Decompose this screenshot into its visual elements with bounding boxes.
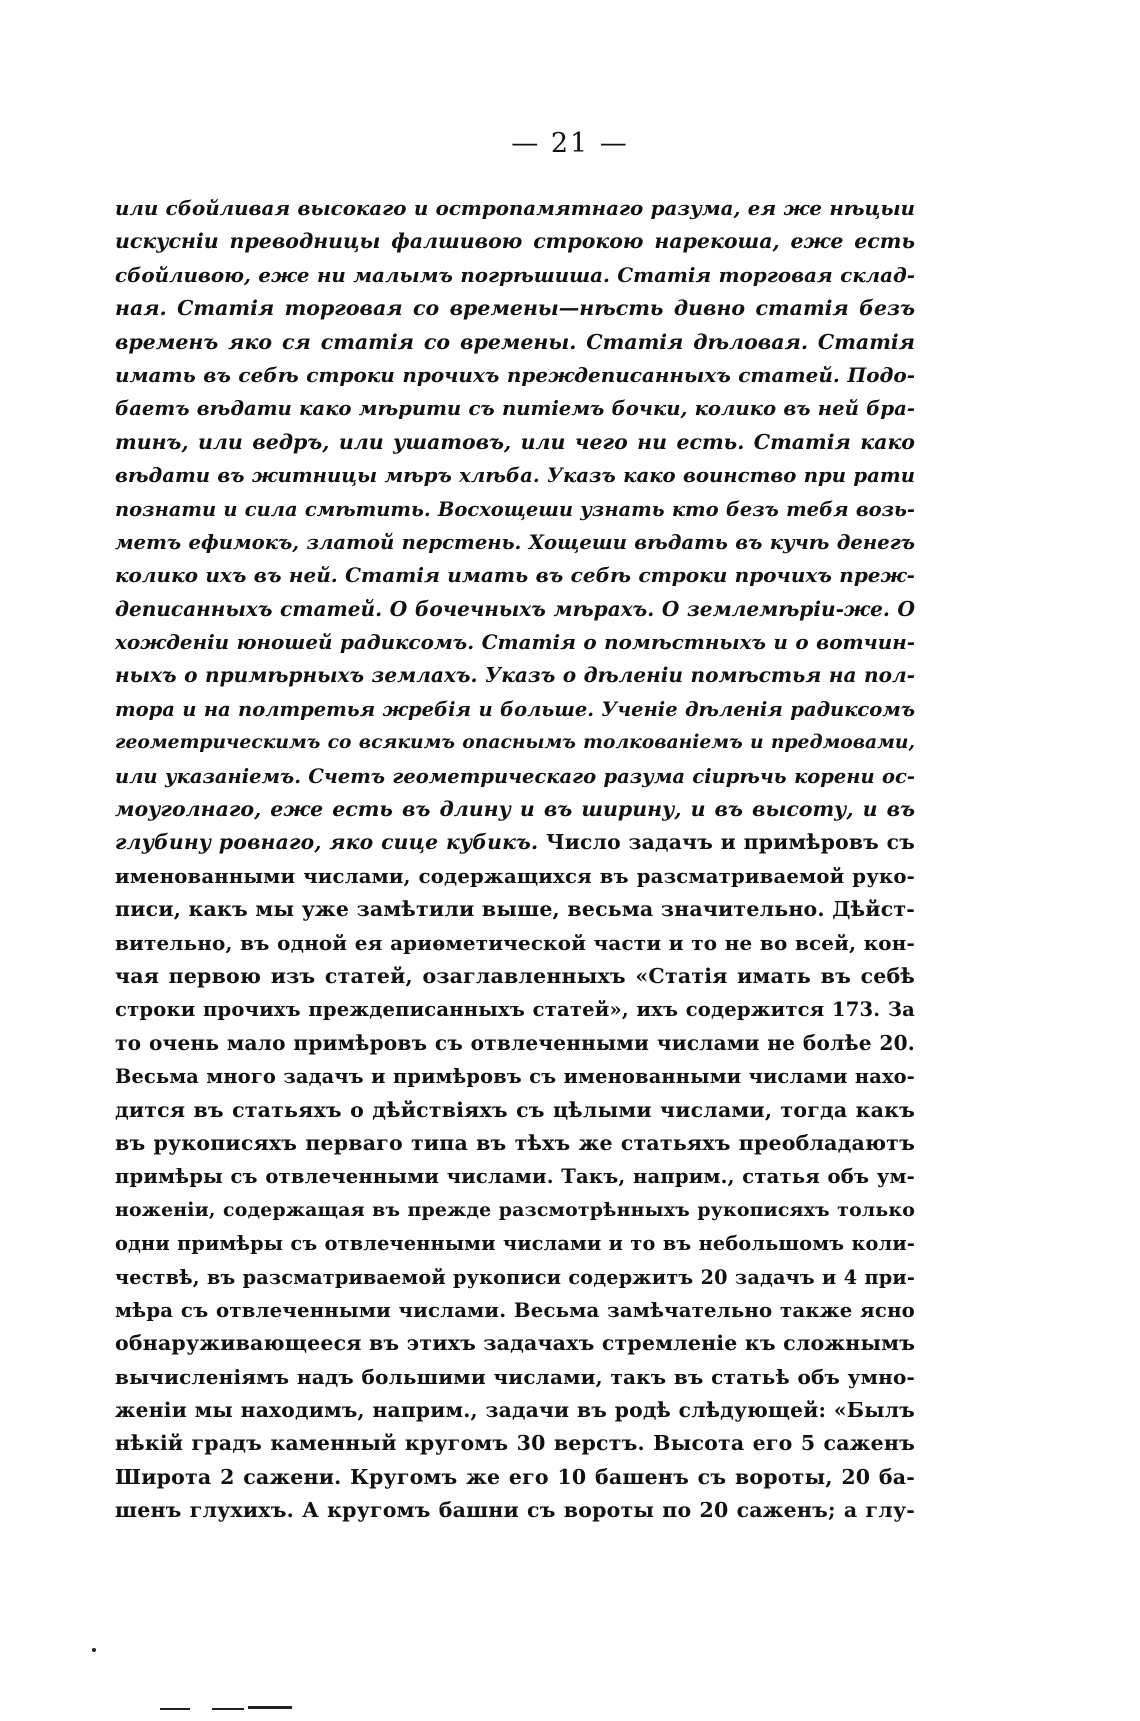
text-line-roman-part: Число задачъ и примѣровъ съ — [538, 830, 915, 855]
text-line: временъ яко ся статія со времены. Статія дѣловая. Статія — [115, 329, 915, 354]
text-line: вѣдати въ житницы мѣръ хлѣба. Указъ како воинство при рати — [115, 464, 915, 488]
text-line: колико ихъ въ ней. Статія имать въ себѣ строки прочихъ преж- — [115, 563, 915, 588]
text-line — [115, 826, 915, 859]
text-line: мѣра съ отвлеченными числами. Весьма замѣчательно также ясно — [115, 1298, 915, 1322]
ink-speck — [160, 1708, 190, 1710]
text-line: ныхъ о примѣрныхъ землахъ. Указъ о дѣленіи помѣстья на пол- — [115, 663, 915, 688]
text-line: дится въ статьяхъ о дѣйствіяхъ съ цѣлыми числами, тогда какъ — [115, 1097, 915, 1122]
text-line: въ рукописяхъ перваго типа въ тѣхъ же статьяхъ преобладаютъ — [115, 1130, 915, 1155]
ink-speck — [92, 1648, 96, 1652]
text-line: моуголнаго, еже есть въ длину и въ ширину, и въ высоту, и въ — [115, 797, 915, 822]
text-line: хожденіи юношей радиксомъ. Статія о помѣстныхъ и о вотчин- — [115, 630, 915, 655]
text-line: тора и на полтретья жребія и больше. Ученіе дѣленія радиксомъ — [115, 697, 915, 721]
text-line: геометрическимъ со всякимъ опаснымъ толкованіемъ и предмовами, — [115, 731, 915, 754]
text-line: шенъ глухихъ. А кругомъ башни съ вороты по 20 саженъ; а глу- — [115, 1498, 915, 1523]
page-number: — 21 — — [511, 128, 629, 159]
text-line: обнаруживающееся въ этихъ задачахъ стремленіе къ сложнымъ — [115, 1331, 916, 1356]
text-line: Широта 2 сажени. Кругомъ же его 10 башенъ съ вороты, 20 ба- — [115, 1464, 915, 1489]
ink-speck — [212, 1708, 244, 1710]
text-line: строки прочихъ преждеписанныхъ статей», ихъ содержится 173. За — [115, 998, 915, 1022]
text-line: вычисленіямъ надъ большими числами, такъ въ статьѣ объ умно- — [115, 1364, 915, 1389]
body-text — [115, 192, 915, 1528]
text-line: имать въ себѣ строки прочихъ преждеписанныхъ статей. Подо- — [115, 362, 915, 387]
text-line: писи, какъ мы уже замѣтили выше, весьма значительно. Дѣйст- — [115, 897, 915, 922]
text-line: Весьма много задачъ и примѣровъ съ именованными числами нахо- — [115, 1065, 915, 1089]
text-line: познати и сила смѣтить. Восхощеши узнать кто безъ тебя возь- — [115, 497, 915, 521]
text-line: деписанныхъ статей. О бочечныхъ мѣрахъ. О землемѣріи-же. О — [115, 596, 915, 621]
text-line: метъ ефимокъ, златой перстень. Хощеши вѣдать въ кучѣ денегъ — [115, 530, 915, 554]
text-line: сбойливою, еже ни малымъ погрѣшиша. Статія торговая склад- — [115, 262, 915, 287]
text-line: или сбойливая высокаго и остропамятнаго разума, ея же нѣцыи — [115, 196, 915, 220]
text-line-italic-part: глубину ровнаго, яко сице кубикъ. — [115, 830, 539, 855]
text-line: ная. Статія торговая со времены—нѣсть дивно статія безъ — [115, 296, 915, 321]
text-line: одни примѣры съ отвлеченными числами и то въ небольшомъ коли- — [115, 1232, 915, 1256]
text-line: именованными числами, содержащихся въ разсматриваемой руко- — [115, 864, 915, 888]
text-line: вительно, въ одной ея ариѳметической части и то не во всей, кон- — [115, 930, 915, 955]
text-line: тинъ, или ведръ, или ушатовъ, или чего ни есть. Статія како — [115, 429, 915, 454]
text-line: нѣкій градъ каменный кругомъ 30 верстъ. Высота его 5 саженъ — [115, 1431, 915, 1456]
text-line: баетъ вѣдати како мѣрити съ питіемъ бочки, колико въ ней бра- — [115, 397, 915, 421]
text-line: то очень мало примѣровъ съ отвлеченными числами не болѣе 20. — [115, 1030, 915, 1055]
text-line: чествѣ, въ разсматриваемой рукописи содержитъ 20 задачъ и 4 при- — [115, 1265, 915, 1289]
text-line: искусніи преводницы фалшивою строкою нарекоша, еже есть — [115, 229, 915, 254]
ink-speck — [248, 1706, 292, 1709]
text-line: примѣры съ отвлеченными числами. Такъ, наприм., статья объ ум- — [115, 1165, 915, 1189]
text-line: чая первою изъ статей, озаглавленныхъ «Статія имать въ себѣ — [115, 963, 915, 988]
text-line: или указаніемъ. Счетъ геометрическаго разума сіирѣчь корени ос- — [115, 764, 915, 788]
text-line: женіи мы находимъ, наприм., задачи въ родѣ слѣдующей: «Былъ — [115, 1398, 915, 1423]
text-line: ноженіи, содержащая въ прежде разсмотрѣнныхъ рукописяхъ только — [115, 1198, 915, 1221]
